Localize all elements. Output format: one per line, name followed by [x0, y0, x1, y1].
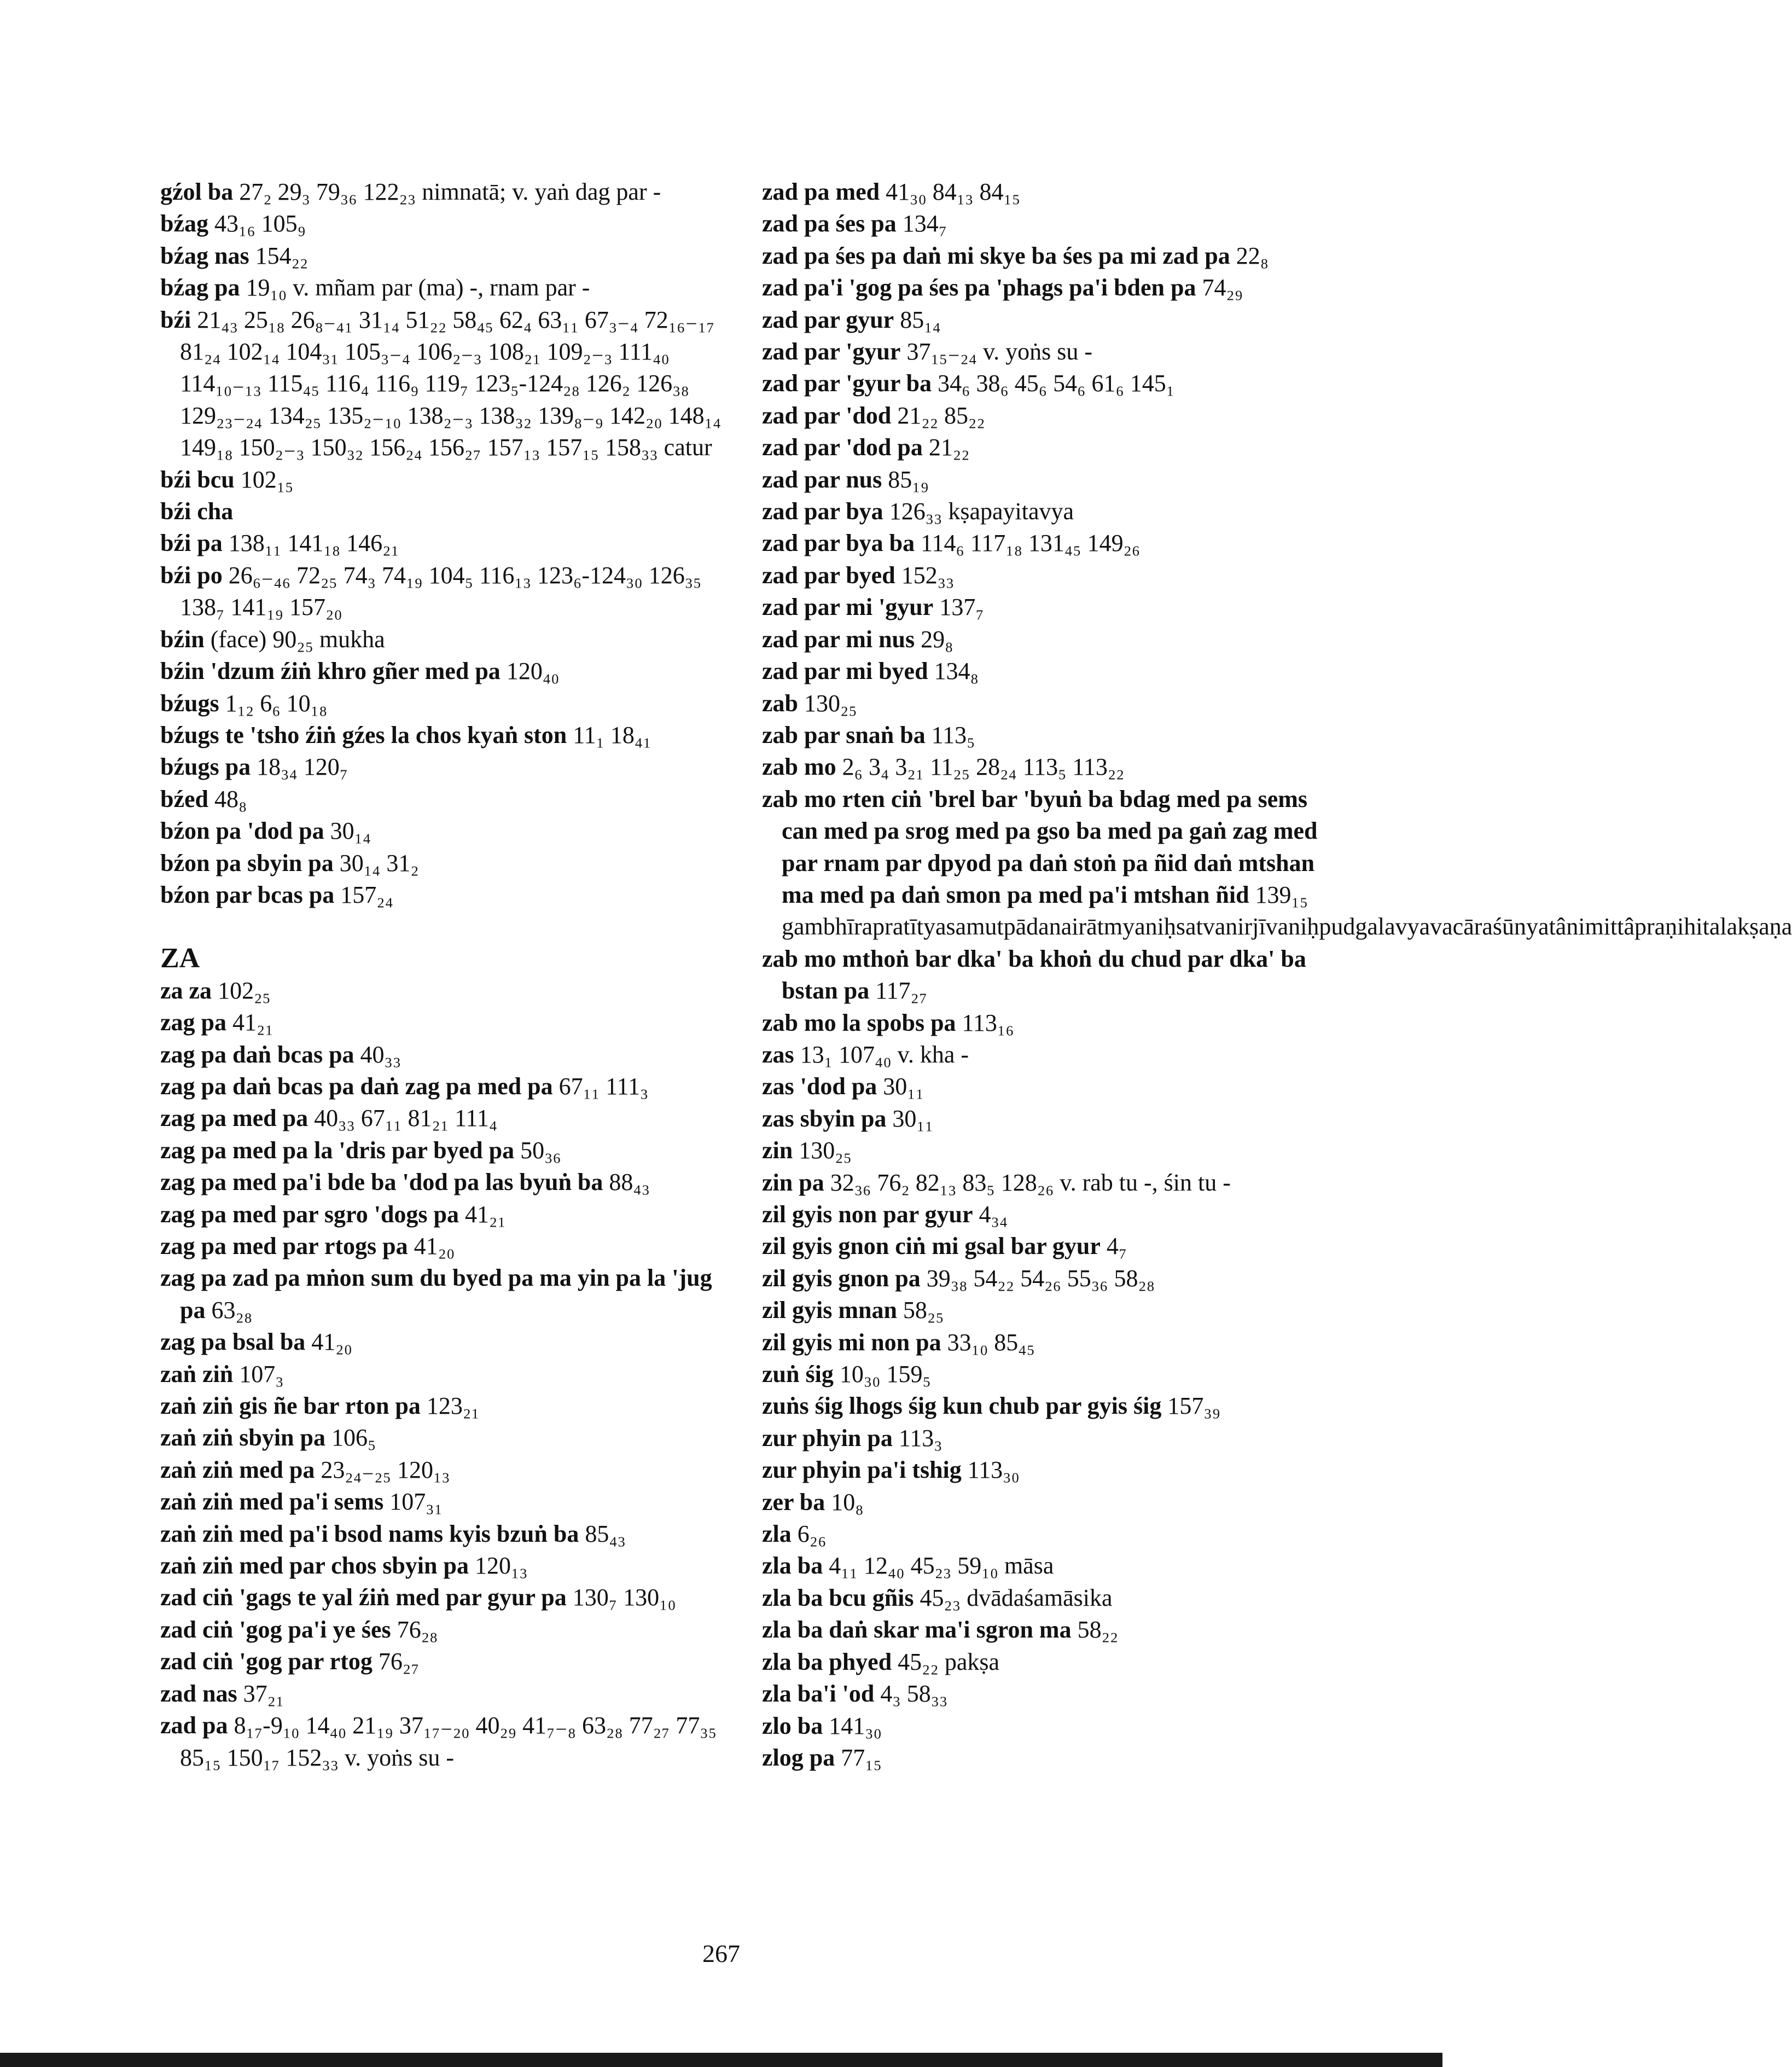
- index-entry: [160, 1230, 729, 1262]
- entry-headword: zag pa med par rtogs pa: [160, 1233, 408, 1259]
- entry-headword: zer ba: [762, 1488, 825, 1516]
- entry-references: 4₃₄: [979, 1201, 1008, 1228]
- entry-references: 40₃₃: [360, 1041, 402, 1068]
- entry-references: 33₁₀ 85₄₅: [947, 1328, 1035, 1356]
- index-entry: [762, 1710, 1331, 1742]
- entry-references: 102₂₅: [218, 977, 271, 1004]
- entry-references: 120₁₃: [474, 1552, 528, 1580]
- entry-headword: zad par 'dod pa: [762, 434, 923, 461]
- entry-headword: zla ba: [762, 1552, 823, 1580]
- entry-headword: zag pa med pa: [160, 1105, 309, 1132]
- entry-references: 107₃₁: [389, 1488, 443, 1516]
- entry-references: 19₁₀ v. mñam par (ma) -, rnam par -: [246, 274, 590, 301]
- entry-references: 41₂₀: [414, 1233, 455, 1259]
- entry-headword: zas: [762, 1041, 794, 1068]
- index-entry: [762, 1071, 1331, 1102]
- index-entry: [762, 1550, 1331, 1582]
- index-entry: [160, 1166, 729, 1198]
- entry-references: 4₇: [1106, 1233, 1127, 1260]
- index-entry: [160, 719, 729, 751]
- index-entry: [762, 1646, 1331, 1678]
- entry-headword: zag pa med pa'i bde ba 'dod pa las byuṅ ba: [160, 1169, 603, 1196]
- left-entries-after: [160, 975, 729, 1774]
- left-column: [160, 176, 729, 1774]
- entry-headword: zag pa: [160, 1009, 226, 1036]
- entry-headword: zad par 'gyur: [762, 338, 901, 365]
- entry-headword: zad par byed: [762, 561, 895, 589]
- index-entry: [762, 1103, 1331, 1135]
- entry-headword: bźugs: [160, 689, 219, 717]
- bottom-border: [0, 2053, 1442, 2067]
- index-entry: [160, 527, 729, 559]
- index-entry: [160, 1007, 729, 1038]
- entry-headword: bźi pa: [160, 530, 223, 557]
- index-entry: [762, 1422, 1331, 1454]
- index-entry: [762, 432, 1331, 463]
- entry-headword: zad ciṅ 'gog par rtog: [160, 1648, 373, 1675]
- entry-references: 43₁₆ 105₉: [214, 210, 306, 237]
- entry-references: 37₁₅₋₂₄ v. yoṅs su -: [906, 338, 1093, 365]
- entry-headword: zaṅ ziṅ med par chos sbyin pa: [160, 1552, 469, 1580]
- index-entry: [762, 1230, 1331, 1262]
- entry-references: 21₂₂ 85₂₂: [897, 402, 985, 429]
- entry-headword: zad par 'gyur ba: [762, 370, 932, 397]
- entry-references: 27₂ 29₃ 79₃₆ 122₂₃ nimnatā; v. yaṅ dag par -: [239, 178, 661, 205]
- entry-headword: zaṅ ziṅ med pa'i sems: [160, 1488, 384, 1516]
- index-entry: [762, 176, 1331, 208]
- entry-headword: bźi po: [160, 561, 223, 589]
- entry-headword: zag pa daṅ bcas pa: [160, 1041, 354, 1068]
- entry-headword: zad par gyur: [762, 306, 894, 333]
- entry-headword: zab mo mthoṅ bar dka' ba khoṅ du chud par dka' ba bstan pa: [762, 945, 1306, 1005]
- entry-references: 76₂₇: [378, 1648, 420, 1675]
- entry-headword: za za: [160, 977, 212, 1004]
- entry-references: 48₈: [214, 785, 247, 812]
- entry-references: (face) 90₂₅ mukha: [210, 625, 385, 653]
- entry-references: 102₁₅: [240, 466, 294, 493]
- entry-headword: zag pa daṅ bcas pa daṅ zag pa med pa: [160, 1072, 553, 1100]
- entry-headword: bźag nas: [160, 242, 249, 269]
- index-entry: [762, 1582, 1331, 1614]
- entry-references: 6₂₆: [797, 1520, 827, 1548]
- index-entry: [762, 1390, 1331, 1422]
- entry-headword: zad pa'i 'gog pa śes pa 'phags pa'i bden pa: [762, 274, 1196, 301]
- entry-headword: bźin 'dzum źiṅ khro gñer med pa: [160, 658, 501, 685]
- entry-headword: bźed: [160, 785, 208, 812]
- entry-references: 45₂₃ dvādaśamāsika: [920, 1584, 1113, 1611]
- index-entry: [160, 1039, 729, 1071]
- index-entry: [160, 272, 729, 304]
- entry-references: 23₂₄₋₂₅ 120₁₃: [321, 1456, 450, 1483]
- index-entry: [762, 496, 1331, 527]
- index-entry: [160, 1199, 729, 1230]
- index-entry: [160, 879, 729, 911]
- index-entry: [160, 1262, 729, 1326]
- entry-references: 138₁₁ 141₁₈ 146₂₁: [228, 530, 399, 557]
- index-entry: [762, 1263, 1331, 1294]
- entry-references: 139₁₅ gambhīrapratītyasamutpādanairātmyaniḥsatvanirjīvaniḥpudgalavyavacāraśūnyatânimittâpraṇihitalakṣaṇa: [782, 881, 1792, 940]
- entry-references: 154₂₂: [255, 242, 309, 269]
- entry-references: 157₂₄: [340, 881, 393, 908]
- index-entry: [762, 208, 1331, 240]
- index-entry: [160, 464, 729, 496]
- entry-headword: zad par bya: [762, 498, 883, 525]
- entry-headword: bźag pa: [160, 274, 240, 301]
- index-entry: [160, 1582, 729, 1613]
- entry-references: 58₂₅: [903, 1297, 944, 1324]
- entry-references: 37₂₁: [243, 1680, 284, 1707]
- entry-references: 21₂₂: [928, 434, 970, 461]
- entry-headword: zas 'dod pa: [762, 1073, 877, 1100]
- entry-headword: zab mo la spobs pa: [762, 1009, 956, 1036]
- index-entry: [762, 751, 1331, 783]
- index-entry: [160, 688, 729, 719]
- index-entry: [160, 815, 729, 847]
- index-entry: [160, 847, 729, 879]
- entry-headword: zuṅs śig lhogs śig kun chub par gyis śig: [762, 1392, 1162, 1420]
- entry-references: 22₈: [1236, 242, 1269, 269]
- entry-references: 114₆ 117₁₈ 131₄₅ 149₂₆: [921, 530, 1141, 557]
- entry-headword: bźon pa 'dod pa: [160, 817, 324, 845]
- entry-references: 30₁₁: [892, 1105, 934, 1132]
- entry-references: 30₁₄: [330, 817, 371, 845]
- entry-references: 8₁₇-9₁₀ 14₄₀ 21₁₉ 37₁₇₋₂₀ 40₂₉ 41₇₋₈ 63₂₈ 77₂₇ 77₃₅ 85₁₅ 150₁₇ 152₃₃ v. yoṅs su -: [180, 1712, 717, 1771]
- entry-references: 152₃₃: [901, 561, 955, 589]
- entry-references: 113₃: [898, 1424, 942, 1451]
- entry-headword: bźugs pa: [160, 753, 251, 781]
- entry-headword: zaṅ ziṅ: [160, 1360, 234, 1387]
- entry-references: 113₅: [931, 721, 975, 748]
- entry-references: 39₃₈ 54₂₂ 54₂₆ 55₃₆ 58₂₈: [926, 1264, 1155, 1292]
- index-entry: [762, 1167, 1331, 1199]
- index-entry: [762, 1678, 1331, 1710]
- entry-references: 157₃₉: [1167, 1392, 1221, 1420]
- index-entry: [762, 368, 1331, 399]
- index-entry: [762, 560, 1331, 591]
- index-entry: [160, 1518, 729, 1550]
- entry-references: 4₃ 58₃₃: [880, 1680, 948, 1708]
- index-entry: [160, 1390, 729, 1422]
- entry-headword: zab par snaṅ ba: [762, 721, 926, 748]
- index-entry: [160, 1550, 729, 1582]
- entry-references: 58₂₂: [1077, 1616, 1119, 1644]
- index-entry: [762, 1358, 1331, 1390]
- entry-headword: zla ba daṅ skar ma'i sgron ma: [762, 1616, 1072, 1644]
- entry-references: 45₂₂ pakṣa: [898, 1648, 1000, 1675]
- index-entry: [762, 1487, 1331, 1518]
- entry-references: 21₄₃ 25₁₈ 26₈₋₄₁ 31₁₄ 51₂₂ 58₄₅ 62₄ 63₁₁ 67₃₋₄ 72₁₆₋₁₇ 81₂₄ 102₁₄ 104₃₁ 105₃₋₄ 106₂₋₃ 108₂₁ 109₂₋₃ 111₄₀ 114₁₀₋₁₃ 115₄₅ 116₄ 116₉ 119₇ 123₅-124₂₈ 126₂ 126₃₈ 129₂₃₋₂₄ 134₂₅ 135₂₋₁₀ 138₂₋₃ 138₃₂ 139₈₋₉ 142₂₀ 148₁₄ 149₁₈ 150₂₋₃ 150₃₂ 156₂₄ 156₂₇ 157₁₃ 157₁₅ 158₃₃ catur: [180, 306, 722, 461]
- index-entry: [160, 1358, 729, 1390]
- entry-references: 11₁ 18₄₁: [573, 721, 651, 748]
- entry-references: 13₁ 107₄₀ v. kha -: [800, 1041, 969, 1068]
- index-entry: [160, 975, 729, 1007]
- entry-headword: zaṅ ziṅ med pa'i bsod nams kyis bzuṅ ba: [160, 1520, 579, 1547]
- entry-headword: zad pa śes pa: [762, 210, 897, 237]
- entry-references: 88₄₃: [609, 1169, 650, 1196]
- entry-headword: bźugs te 'tsho źiṅ gźes la chos kyaṅ ston: [160, 721, 567, 748]
- index-entry: [762, 336, 1331, 368]
- entry-headword: zad par bya ba: [762, 530, 915, 557]
- entry-references: 123₂₁: [426, 1392, 480, 1420]
- entry-headword: zab: [762, 689, 798, 717]
- index-entry: [160, 1326, 729, 1358]
- entry-headword: zad ciṅ 'gags te yal źiṅ med par gyur pa: [160, 1584, 567, 1611]
- entry-headword: zad ciṅ 'gog pa'i ye śes: [160, 1616, 391, 1643]
- index-entry: [160, 751, 729, 783]
- section-heading: ZA: [160, 943, 200, 974]
- entry-references: 4₁₁ 12₄₀ 45₂₃ 59₁₀ māsa: [829, 1552, 1054, 1580]
- index-entry: [160, 176, 729, 208]
- entry-references: 77₁₅: [841, 1744, 882, 1771]
- entry-references: 137₇: [939, 594, 984, 621]
- entry-references: 126₃₃ kṣapayitavya: [889, 498, 1074, 525]
- entry-headword: zin: [762, 1137, 793, 1164]
- entry-references: 41₃₀ 84₁₃ 84₁₅: [886, 178, 1021, 205]
- entry-references: 120₄₀: [506, 658, 560, 685]
- index-entry: [762, 304, 1331, 336]
- entry-headword: bźag: [160, 210, 208, 237]
- entry-headword: zlo ba: [762, 1712, 823, 1739]
- entry-references: 18₃₄ 120₇: [257, 753, 348, 781]
- entry-headword: zad nas: [160, 1680, 237, 1707]
- index-entry: [762, 719, 1331, 751]
- entry-headword: zil gyis mi non pa: [762, 1328, 941, 1356]
- entry-references: 30₁₁: [883, 1073, 924, 1100]
- right-column: [762, 176, 1792, 1774]
- index-entry: [160, 1135, 729, 1166]
- entry-references: 1₁₂ 6₆ 10₁₈: [225, 689, 328, 717]
- entry-headword: zag pa bsal ba: [160, 1328, 306, 1356]
- index-entry: [160, 304, 729, 464]
- entry-references: 30₁₄ 31₂: [339, 849, 419, 876]
- index-entry: [762, 527, 1331, 559]
- entry-references: 134₇: [902, 210, 947, 237]
- index-entry: [762, 272, 1331, 304]
- index-entry: [160, 1422, 729, 1454]
- entry-headword: zil gyis gnon pa: [762, 1264, 921, 1292]
- index-entry: [762, 591, 1331, 623]
- entry-headword: zad par mi byed: [762, 658, 928, 685]
- index-entry: [160, 1454, 729, 1486]
- entry-references: 130₇ 130₁₀: [572, 1584, 676, 1611]
- entry-headword: zad par mi 'gyur: [762, 594, 934, 621]
- entry-references: 113₃₀: [967, 1456, 1020, 1484]
- index-entry: [762, 943, 1331, 1007]
- entry-headword: gźol ba: [160, 178, 234, 205]
- index-entry: [160, 208, 729, 240]
- entry-references: 130₂₅: [804, 689, 857, 717]
- index-entry: [160, 1486, 729, 1518]
- entry-headword: zin pa: [762, 1169, 824, 1196]
- entry-references: 130₂₅: [799, 1137, 852, 1164]
- entry-headword: zaṅ ziṅ med pa: [160, 1456, 315, 1483]
- index-entry: [762, 783, 1792, 943]
- page-number: 267: [702, 1940, 740, 1967]
- entry-headword: zab mo rten ciṅ 'brel bar 'byuṅ ba bdag med pa sems can med pa srog med pa gso ba med pa gaṅ zag med par rnam par dpyod pa daṅ stoṅ pa ñid daṅ mtshan ma med pa daṅ smon pa med pa'i mtshan ñid: [762, 785, 1318, 908]
- entry-references: 41₂₀: [311, 1328, 352, 1356]
- entry-headword: zla ba'i 'od: [762, 1680, 875, 1708]
- index-entry: [160, 1678, 729, 1710]
- entry-references: 29₈: [921, 625, 953, 653]
- entry-headword: zad par nus: [762, 466, 882, 493]
- entry-headword: zaṅ ziṅ sbyin pa: [160, 1424, 325, 1451]
- entry-headword: bźi: [160, 306, 191, 333]
- entry-headword: bźi bcu: [160, 466, 235, 493]
- entry-headword: zla ba bcu gñis: [762, 1584, 914, 1611]
- entry-references: 141₃₀: [829, 1712, 882, 1739]
- index-entry: [762, 1039, 1331, 1071]
- entry-headword: bźon pa sbyin pa: [160, 849, 334, 876]
- index-entry: [762, 240, 1331, 272]
- entry-headword: zad pa: [160, 1712, 228, 1739]
- index-entry: [762, 1199, 1331, 1230]
- entry-references: 106₅: [331, 1424, 376, 1451]
- entry-references: 41₂₁: [232, 1009, 274, 1036]
- index-entry: [762, 624, 1331, 655]
- entry-references: 76₂₈: [397, 1616, 438, 1643]
- entry-headword: zab mo: [762, 753, 836, 781]
- index-entry: [762, 1742, 1331, 1774]
- entry-headword: zad pa śes pa daṅ mi skye ba śes pa mi zad pa: [762, 242, 1230, 269]
- entry-references: 41₂₁: [465, 1200, 506, 1228]
- entry-headword: zag pa med par sgro 'dogs pa: [160, 1200, 459, 1228]
- entry-references: 26₆₋₄₆ 72₂₅ 74₃ 74₁₉ 104₅ 116₁₃ 123₆-124₃₀ 126₃₅ 138₇ 141₁₉ 157₂₀: [180, 561, 702, 621]
- index-entry: [160, 1710, 729, 1774]
- entry-headword: zil gyis mnan: [762, 1297, 897, 1324]
- entry-references: 32₃₆ 76₂ 82₁₃ 83₅ 128₂₆ v. rab tu -, śin tu -: [830, 1169, 1231, 1196]
- entry-references: 74₂₉: [1202, 274, 1243, 301]
- entry-references: 107₃: [239, 1360, 284, 1387]
- index-entry: [762, 1454, 1331, 1486]
- entry-headword: zad pa med: [762, 178, 880, 205]
- index-entry: [160, 624, 729, 655]
- index-entry: [160, 1102, 729, 1134]
- index-entry: [762, 1007, 1331, 1039]
- index-entry: [762, 400, 1331, 432]
- entry-references: 113₁₆: [962, 1009, 1014, 1036]
- entry-headword: zur phyin pa: [762, 1424, 893, 1451]
- index-entry: [160, 783, 729, 815]
- entry-headword: zla ba phyed: [762, 1648, 892, 1675]
- entry-references: 63₂₈: [211, 1296, 253, 1323]
- entry-headword: zad par 'dod: [762, 402, 892, 429]
- index-entry: [762, 1294, 1331, 1326]
- index-entry: [762, 1614, 1331, 1646]
- index-entry: [160, 655, 729, 687]
- entry-headword: zur phyin pa'i tshig: [762, 1456, 962, 1484]
- index-entry: [160, 1071, 729, 1102]
- entry-references: 50₃₆: [520, 1136, 561, 1164]
- entry-headword: zag pa med pa la 'dris par byed pa: [160, 1136, 515, 1164]
- index-entry: [762, 464, 1331, 496]
- index-entry: [762, 655, 1331, 687]
- index-entry: [762, 688, 1331, 719]
- entry-headword: zla: [762, 1520, 792, 1548]
- entry-headword: zag pa zad pa mṅon sum du byed pa ma yin pa la 'jug pa: [160, 1264, 712, 1323]
- entry-references: 34₆ 38₆ 45₆ 54₆ 61₆ 145₁: [938, 370, 1175, 397]
- entry-references: 67₁₁ 111₃: [558, 1072, 649, 1100]
- entry-headword: zas sbyin pa: [762, 1105, 887, 1132]
- entry-headword: bźon par bcas pa: [160, 881, 335, 908]
- entry-references: 85₄₃: [585, 1520, 626, 1547]
- entry-references: 2₆ 3₄ 3₂₁ 11₂₅ 28₂₄ 113₅ 113₂₂: [842, 753, 1125, 781]
- index-entry: [762, 1135, 1331, 1166]
- index-entry: [762, 1518, 1331, 1550]
- entry-headword: zad par mi nus: [762, 625, 915, 653]
- entry-references: 85₁₄: [900, 306, 941, 333]
- entry-references: 10₈: [831, 1488, 864, 1516]
- index-entry: [160, 560, 729, 624]
- entry-headword: zuṅ śig: [762, 1361, 834, 1388]
- entry-headword: zaṅ ziṅ gis ñe bar rton pa: [160, 1392, 421, 1420]
- index-entry: [762, 1327, 1331, 1358]
- entry-references: 10₃₀ 159₅: [839, 1361, 931, 1388]
- entry-references: 134₈: [934, 658, 979, 685]
- entry-headword: zil gyis gnon ciṅ mi gsal bar gyur: [762, 1233, 1101, 1260]
- entry-headword: bźi cha: [160, 498, 234, 525]
- entry-headword: bźin: [160, 625, 205, 653]
- index-entry: [160, 240, 729, 272]
- index-entry: [160, 1614, 729, 1646]
- entry-headword: zlog pa: [762, 1744, 835, 1771]
- left-entries-before: [160, 176, 729, 911]
- entry-references: 40₃₃ 67₁₁ 81₂₁ 111₄: [314, 1105, 498, 1132]
- index-entry: [160, 1646, 729, 1677]
- entry-references: 117₂₇: [875, 977, 928, 1005]
- entry-references: 85₁₉: [888, 466, 929, 493]
- index-entry: [160, 496, 729, 527]
- entry-headword: zil gyis non par gyur: [762, 1201, 973, 1228]
